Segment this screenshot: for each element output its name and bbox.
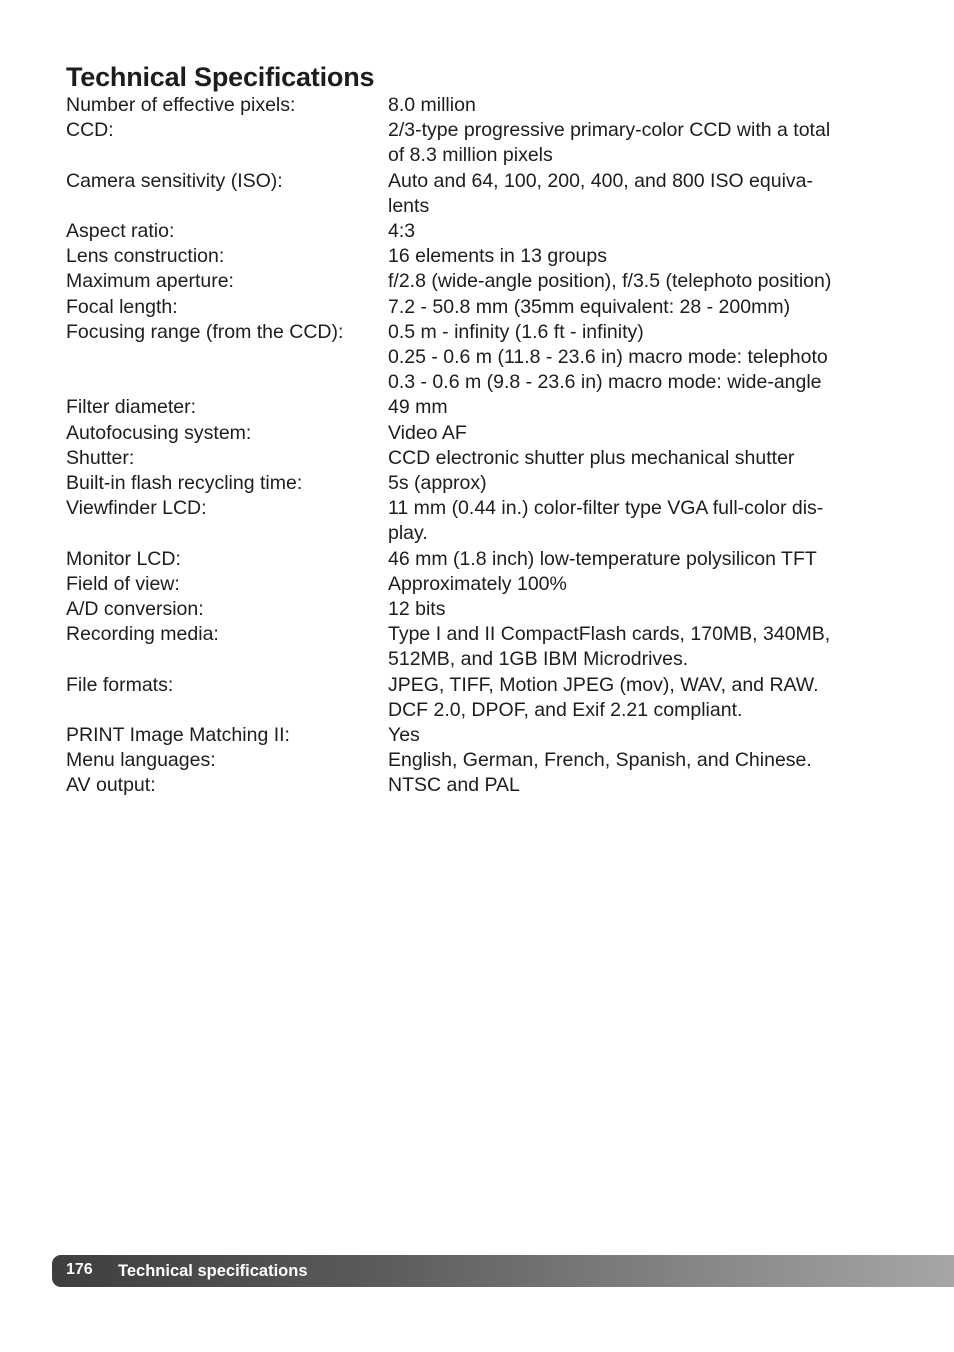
spec-value-line: 5s (approx) [388,472,487,495]
spec-row [66,471,896,496]
spec-label: Field of view: [66,572,180,595]
spec-row [66,269,896,294]
spec-value-line: JPEG, TIFF, Motion JPEG (mov), WAV, and RAW. [388,673,819,696]
spec-value-line: Video AF [388,421,467,444]
footer-section-label: Technical specifications [118,1262,308,1280]
spec-value-line: NTSC and PAL [388,774,520,797]
spec-value-line: 16 elements in 13 groups [388,245,607,268]
spec-value-line: CCD electronic shutter plus mechanical shutter [388,446,795,469]
spec-row [66,169,896,219]
spec-row [66,597,896,622]
spec-value-line: DCF 2.0, DPOF, and Exif 2.21 compliant. [388,698,743,721]
spec-value-line: 7.2 - 50.8 mm (35mm equivalent: 28 - 200mm) [388,295,791,318]
spec-value [388,723,896,748]
spec-label: Monitor LCD: [66,547,181,570]
spec-value-line: 0.5 m - infinity (1.6 ft - infinity) [388,320,644,343]
spec-row [66,673,896,723]
spec-row [66,748,896,773]
spec-row [66,421,896,446]
spec-row [66,295,896,320]
spec-value-line: Yes [388,724,420,747]
spec-value [388,673,896,723]
spec-value-line: Type I and II CompactFlash cards, 170MB, 340MB, [388,623,831,646]
spec-label: Recording media: [66,623,219,646]
spec-value [388,572,896,597]
spec-label: Lens construction: [66,245,225,268]
spec-value [388,547,896,572]
spec-row [66,320,896,396]
spec-row [66,622,896,672]
spec-row [66,547,896,572]
spec-label: AV output: [66,774,156,797]
spec-value-line: play. [388,522,428,545]
footer-bar [52,1255,954,1287]
spec-value [388,597,896,622]
spec-row [66,723,896,748]
spec-label: Aspect ratio: [66,220,175,243]
spec-value-line: 8.0 million [388,94,476,116]
spec-row [66,496,896,546]
spec-value-line: 0.3 - 0.6 m (9.8 - 23.6 in) macro mode: wide-angle [388,371,822,394]
spec-row [66,93,896,118]
spec-label: Viewfinder LCD: [66,497,207,520]
spec-table [66,93,896,799]
spec-label: Autofocusing system: [66,421,252,444]
spec-value [388,295,896,320]
page-number: 176 [66,1261,93,1278]
spec-value [388,622,896,672]
spec-row [66,773,896,798]
spec-value [388,118,896,168]
spec-value [388,93,896,118]
spec-value-line: 11 mm (0.44 in.) color-filter type VGA full-color dis- [388,497,824,520]
spec-value [388,269,896,294]
spec-value-line: 512MB, and 1GB IBM Microdrives. [388,648,689,671]
spec-value-line: lents [388,194,430,217]
spec-label: PRINT Image Matching II: [66,724,290,747]
spec-value [388,748,896,773]
spec-value [388,244,896,269]
spec-value-line: 12 bits [388,598,446,621]
spec-value [388,446,896,471]
spec-label: Maximum aperture: [66,270,234,293]
spec-value-line: Auto and 64, 100, 200, 400, and 800 ISO equiva- [388,169,813,192]
spec-label: A/D conversion: [66,598,204,621]
spec-row [66,244,896,269]
page-title: Technical Specifications [66,62,375,92]
spec-row [66,219,896,244]
spec-row [66,446,896,471]
spec-value [388,320,896,396]
spec-value-line: 46 mm (1.8 inch) low-temperature polysilicon TFT [388,547,817,570]
spec-value-line: 0.25 - 0.6 m (11.8 - 23.6 in) macro mode: telephoto [388,346,828,369]
spec-value [388,496,896,546]
spec-row [66,118,896,168]
spec-value [388,395,896,420]
spec-label: Focal length: [66,295,178,318]
spec-label: Camera sensitivity (ISO): [66,169,283,192]
spec-label: CCD: [66,119,114,142]
spec-value-line: 49 mm [388,396,448,419]
spec-row [66,395,896,420]
spec-label: Shutter: [66,446,135,469]
spec-value [388,421,896,446]
spec-row [66,572,896,597]
spec-label: File formats: [66,673,174,696]
spec-value [388,471,896,496]
spec-value-line: Approximately 100% [388,572,567,595]
spec-label: Focusing range (from the CCD): [66,320,344,343]
spec-value-line: English, German, French, Spanish, and Chinese. [388,749,812,772]
spec-value-line: of 8.3 million pixels [388,144,553,167]
spec-value [388,169,896,219]
spec-value-line: 2/3-type progressive primary-color CCD with a total [388,119,831,142]
spec-label: Number of effective pixels: [66,94,296,116]
spec-value-line: 4:3 [388,220,416,243]
spec-value [388,219,896,244]
spec-value-line: f/2.8 (wide-angle position), f/3.5 (telephoto position) [388,270,832,293]
spec-value [388,773,896,798]
spec-label: Filter diameter: [66,396,197,419]
spec-label: Built-in flash recycling time: [66,472,303,495]
spec-label: Menu languages: [66,749,216,772]
